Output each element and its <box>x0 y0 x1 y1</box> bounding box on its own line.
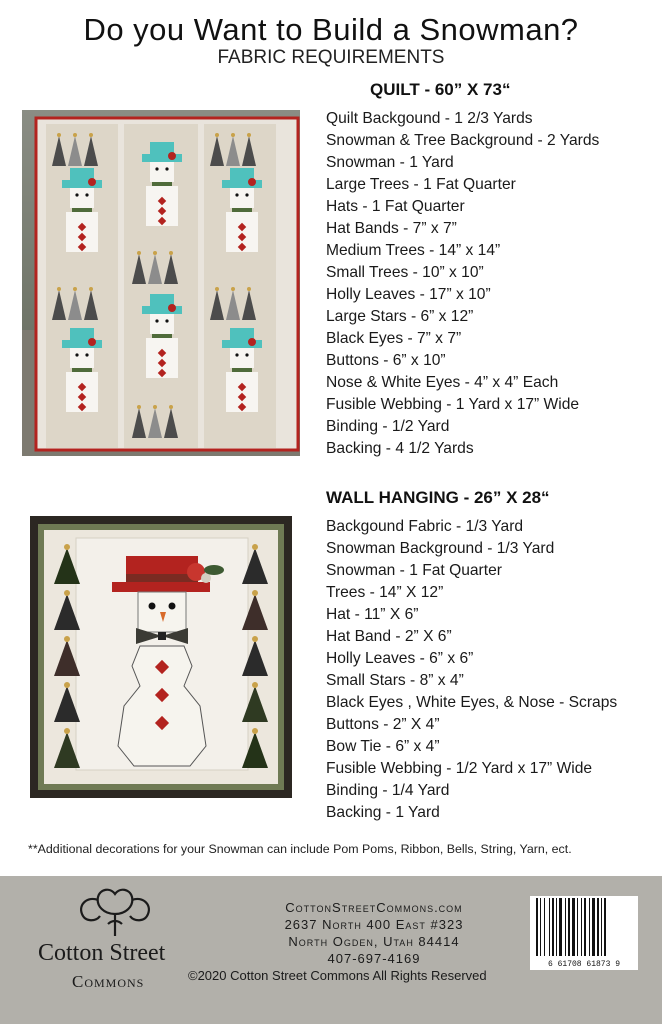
list-item: Medium Trees - 14” x 14” <box>326 242 501 259</box>
list-item: Hats - 1 Fat Quarter <box>326 198 465 215</box>
website-link[interactable]: CottonStreetCommons.com <box>285 900 463 915</box>
list-item: Quilt Backgound - 1 2/3 Yards <box>326 110 533 127</box>
list-item: Black Eyes , White Eyes, & Nose - Scraps <box>326 694 618 711</box>
list-item: Hat Band - 2” X 6” <box>326 628 452 645</box>
list-item: Small Stars - 8” x 4” <box>326 672 464 689</box>
list-item: Small Trees - 10” x 10” <box>326 264 484 281</box>
list-item: Bow Tie - 6” x 4” <box>326 738 440 755</box>
list-item: Snowman - 1 Yard <box>326 154 454 171</box>
quilt-requirements-list <box>326 108 599 460</box>
list-item: Backgound Fabric - 1/3 Yard <box>326 518 524 535</box>
list-item: Hat - 11” X 6” <box>326 606 419 623</box>
copyright-text: ©2020 Cotton Street Commons All Rights Reserved <box>188 968 487 983</box>
wall-hanging-heading: WALL HANGING - 26” X 28“ <box>326 488 550 507</box>
list-item: Backing - 4 1/2 Yards <box>326 440 474 457</box>
phone-number: 407-697-4169 <box>327 951 421 966</box>
quilt-heading: QUILT - 60” X 73“ <box>370 80 511 99</box>
page-title: Do you Want to Build a Snowman? <box>83 12 579 47</box>
list-item: Snowman - 1 Fat Quarter <box>326 562 502 579</box>
decorations-note: **Additional decorations for your Snowman can include Pom Poms, Ribbon, Bells, String, Yarn, ect. <box>28 842 572 856</box>
address-line-2: North Ogden, Utah 84414 <box>288 934 460 949</box>
list-item: Snowman Background - 1/3 Yard <box>326 540 555 557</box>
brand-name: Cotton Street <box>38 940 166 966</box>
brand-subname: Commons <box>72 972 145 991</box>
list-item: Holly Leaves - 6” x 6” <box>326 650 474 667</box>
list-item: Buttons - 2” X 4” <box>326 716 440 733</box>
list-item: Binding - 1/4 Yard <box>326 782 450 799</box>
list-item: Trees - 14” X 12” <box>326 584 444 601</box>
list-item: Black Eyes - 7” x 7” <box>326 330 462 347</box>
list-item: Hat Bands - 7” x 7” <box>326 220 457 237</box>
list-item: Fusible Webbing - 1 Yard x 17” Wide <box>326 396 580 413</box>
list-item: Snowman & Tree Background - 2 Yards <box>326 132 600 149</box>
list-item: Buttons - 6” x 10” <box>326 352 446 369</box>
barcode-icon <box>530 896 638 970</box>
list-item: Binding - 1/2 Yard <box>326 418 450 435</box>
address-line-1: 2637 North 400 East #323 <box>284 917 464 932</box>
cotton-boll-icon <box>70 884 160 942</box>
list-item: Holly Leaves - 17” x 10” <box>326 286 491 303</box>
footer <box>0 876 662 1024</box>
list-item: Nose & White Eyes - 4” x 4” Each <box>326 374 559 391</box>
list-item: Fusible Webbing - 1/2 Yard x 17” Wide <box>326 760 593 777</box>
barcode-digits: 6 61708 61873 9 <box>547 960 620 969</box>
quilt-photo <box>22 110 300 456</box>
page-subtitle: FABRIC REQUIREMENTS <box>217 47 445 68</box>
list-item: Large Trees - 1 Fat Quarter <box>326 176 516 193</box>
list-item: Backing - 1 Yard <box>326 804 440 821</box>
list-item: Large Stars - 6” x 12” <box>326 308 474 325</box>
wall-hanging-requirements-list <box>326 516 617 824</box>
wall-hanging-photo <box>30 516 292 798</box>
